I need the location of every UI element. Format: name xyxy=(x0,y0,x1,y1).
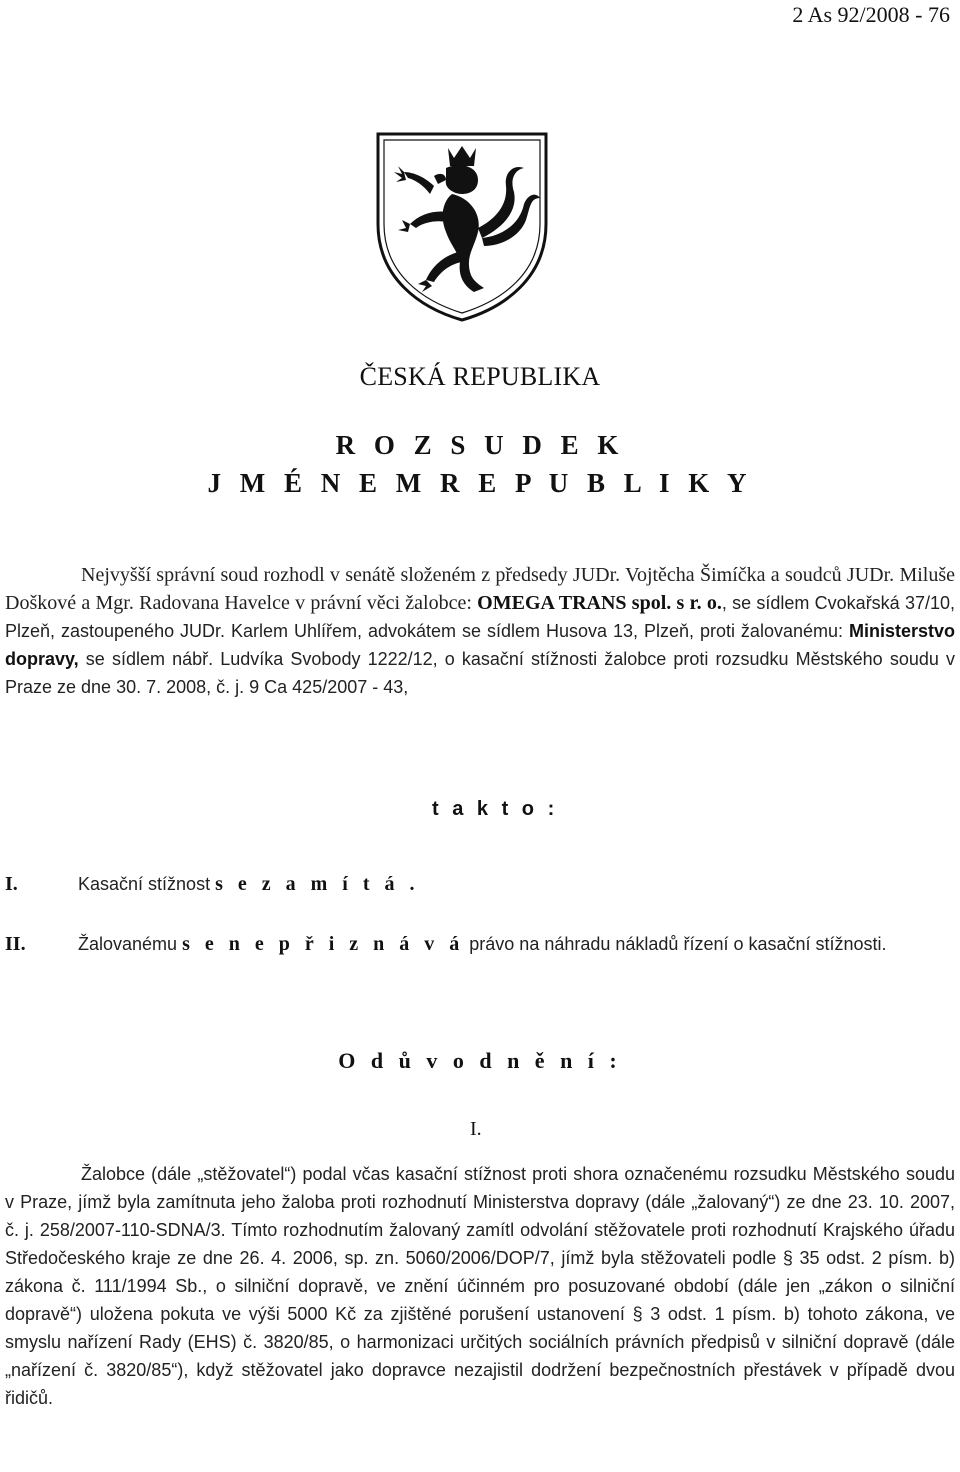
verdict-ruling: s e z a m í t á . xyxy=(215,873,420,895)
verdict-number: I. xyxy=(5,873,18,895)
country-name: ČESKÁ REPUBLIKA xyxy=(359,362,601,391)
verdict-number: II. xyxy=(5,933,26,955)
verdict-text: Žalovanému xyxy=(78,934,183,954)
takto-heading: t a k t o : xyxy=(432,798,559,820)
judgment-subtitle: J M É N E M R E P U B L I K Y xyxy=(207,468,753,498)
defendant-name: Ministerstvo dopravy, xyxy=(5,621,955,669)
czech-lion-coat-of-arms-icon xyxy=(374,128,550,324)
verdict-text-post: právo na náhradu nákladů řízení o kasační stížnosti. xyxy=(464,934,887,954)
section-number: I. xyxy=(470,1118,482,1140)
page-number: 2 As 92/2008 - 76 xyxy=(792,2,950,27)
verdict-item xyxy=(5,870,955,898)
plaintiff-name: OMEGA TRANS spol. s r. o. xyxy=(477,592,722,614)
verdict-text: Kasační stížnost xyxy=(78,874,216,894)
reasoning-paragraph: Žalobce (dále „stěžovatel“) podal včas kasační stížnost proti shora označenému rozsudku Městského soudu v Praze, jímž byla zamítnuta jeho žaloba proti rozhodnutí Ministerstva dopravy (dále „žalovaný“) ze dne 23. 10. 2007, č. j. 258/2007-110-SDNA/3. Tímto rozhodnutím žalovaný zamítl odvolání stěžovatele proti rozhodnutí Krajského úřadu Středočeského kraje ze dne 26. 4. 2006, sp. zn. 5060/2006/DOP/7, jímž byla stěžovateli podle § 35 odst. 2 písm. b) zákona č. 111/1994 Sb., o silniční dopravě, ve znění účinném pro posuzované období (dále jen „zákon o silniční dopravě“) uložena pokuta ve výši 5000 Kč za zjištěné porušení ustanovení § 3 odst. 1 písm. b) tohoto zákona, ve smyslu nařízení Rady (EHS) č. 3820/85, o harmonizaci určitých sociálních právních předpisů v silniční dopravě (dále „nařízení č. 3820/85“), když stěžovatel jako dopravce nezajistil dodržení bezpečnostních přestávek v případě dvou řidičů. xyxy=(5,1164,955,1408)
intro-text-2: , se sídlem Cvokařská 37/10, Plzeň, zastoupeného JUDr. Karlem Uhlířem, advokátem se sídlem Husova 13, Plzeň, proti žalovanému: xyxy=(5,593,955,641)
intro-paragraph xyxy=(5,561,955,701)
judgment-title: R O Z S U D E K xyxy=(335,430,625,460)
reasoning-heading: O d ů v o d n ě n í : xyxy=(338,1048,622,1073)
intro-text-1: Nejvyšší správní soud rozhodl v senátě složeném z předsedy JUDr. Vojtěcha Šimíčka a soudců JUDr. Miluše Doškové a Mgr. Radovana Havelce v právní věci žalobce: xyxy=(5,564,955,614)
verdict-ruling: s e n e p ř i z n á v á xyxy=(182,933,465,955)
intro-text-3: se sídlem nábř. Ludvíka Svobody 1222/12, o kasační stížnosti žalobce proti rozsudku Městského soudu v Praze ze dne 30. 7. 2008, č. j. 9 Ca 425/2007 - 43, xyxy=(5,649,955,697)
verdict-item xyxy=(5,930,955,958)
